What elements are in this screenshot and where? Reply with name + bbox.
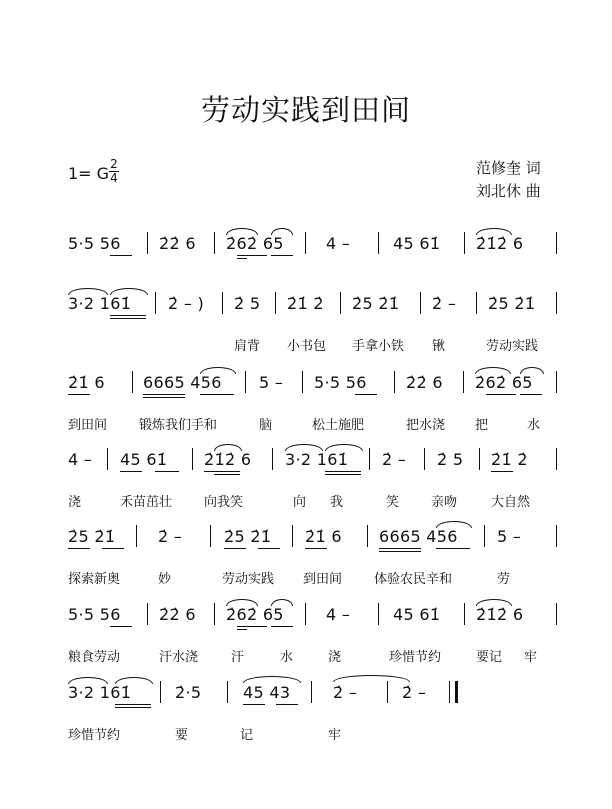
barline: [305, 232, 306, 254]
barline: [463, 371, 464, 393]
beam-underline: [436, 548, 470, 549]
barline: [556, 232, 557, 254]
measure: 2̇1̇ 6: [305, 527, 342, 546]
slur: [68, 288, 108, 295]
measure: 2̇1̇ 2̇: [491, 450, 528, 469]
barline: [556, 448, 557, 470]
lyric: 禾苗茁壮: [120, 495, 173, 510]
lyric: 要记: [476, 650, 503, 665]
slur: [68, 677, 108, 684]
lyric: 手拿小铁: [352, 339, 405, 354]
score-row: [0, 683, 612, 773]
measure: 2̇62̇ 65: [475, 373, 533, 392]
measure: 2̇62̇ 65: [226, 605, 284, 624]
measure: 5 –: [259, 373, 284, 392]
barline: [136, 525, 137, 547]
measure: 2̇62̇ 65: [226, 234, 284, 253]
barline: [378, 603, 379, 625]
barline: [214, 603, 215, 625]
lyric: 妙: [158, 572, 172, 587]
lyric: 要: [175, 728, 189, 743]
slur: [214, 444, 242, 451]
beam-underline: [214, 474, 240, 475]
measure: 2̇ –: [382, 450, 407, 469]
beam-underline: [115, 704, 151, 705]
composer-credit: 刘北休 曲: [476, 182, 541, 200]
beam-underline: [486, 394, 516, 395]
measure: 2̇1̇ 2̇: [287, 294, 324, 313]
beam-underline: [143, 397, 185, 398]
beam-underline: [379, 551, 421, 552]
slur: [226, 228, 258, 235]
slur: [271, 599, 293, 606]
measure: 2̇ 5: [437, 450, 464, 469]
measure: 45 61̇: [393, 605, 441, 624]
beam-underline: [224, 548, 246, 549]
barline: [147, 603, 148, 625]
beam-underline: [110, 255, 132, 256]
barline: [305, 603, 306, 625]
measure: 2̇1̇ 6: [68, 373, 105, 392]
lyric: 劳动实践: [222, 572, 275, 587]
measure: 45 61̇: [120, 450, 168, 469]
beam-underline: [325, 471, 361, 472]
lyric: 笑: [386, 495, 400, 510]
barline: [302, 371, 303, 393]
beam-underline: [355, 394, 377, 395]
barline: [556, 525, 557, 547]
lyric: 水: [280, 650, 294, 665]
barline: [484, 525, 485, 547]
beam-underline: [143, 394, 185, 395]
lyric: 汗水浇: [159, 650, 199, 665]
slur: [226, 599, 258, 606]
lyric: 到田间: [68, 418, 108, 433]
barline: [210, 525, 211, 547]
barline: [292, 525, 293, 547]
barline: [420, 292, 421, 314]
measure: 3·2 161̇: [285, 450, 349, 469]
time-denominator: 4: [110, 171, 118, 185]
slur: [436, 521, 472, 528]
barline: [476, 292, 477, 314]
lyric: 汗: [231, 650, 245, 665]
lyric: 探索新奥: [68, 572, 121, 587]
beam-underline: [325, 474, 361, 475]
final-barline: [455, 681, 458, 703]
measure: 4 –: [68, 450, 93, 469]
measure: 2̇2̇ 6: [159, 605, 196, 624]
slur: [476, 599, 512, 606]
barline: [556, 292, 557, 314]
lyric: 肩背: [234, 339, 261, 354]
measure: 45 43: [243, 683, 291, 702]
slur: [325, 444, 363, 451]
beam-underline: [276, 704, 298, 705]
lyric: 水: [527, 418, 541, 433]
time-numerator: 2: [110, 157, 118, 171]
barline: [272, 448, 273, 470]
measure: 2̇·5: [175, 683, 202, 702]
lyric: 亲吻: [431, 495, 458, 510]
lyric: 牢: [524, 650, 538, 665]
tie: [333, 675, 410, 682]
barline: [245, 371, 246, 393]
measure: 2̇5 2̇1̇: [224, 527, 272, 546]
beam-underline: [491, 471, 513, 472]
measure: 2̇ –: [432, 294, 457, 313]
lyric: 劳动实践: [486, 339, 539, 354]
measure: 45 61̇: [393, 234, 441, 253]
barline: [275, 292, 276, 314]
measure: 5·5 56: [314, 373, 367, 392]
barline: [155, 292, 156, 314]
measure: 2̇5 2̇1̇: [352, 294, 400, 313]
measure: 2̇1̇2̇ 6: [476, 605, 524, 624]
time-signature: [109, 158, 119, 185]
beam-underline: [237, 255, 267, 256]
barline: [107, 448, 108, 470]
measure: 2̇ –: [158, 527, 183, 546]
beam-underline: [204, 471, 240, 472]
measure: 2̇1̇2̇ 6: [204, 450, 252, 469]
lyric: 锹: [432, 339, 446, 354]
lyric: 向我笑: [204, 495, 244, 510]
beam-underline: [243, 704, 265, 705]
beam-underline: [110, 315, 146, 316]
slur: [115, 677, 153, 684]
lyric: 我: [330, 495, 344, 510]
barline: [449, 681, 450, 703]
measure: 5·5 56: [68, 605, 121, 624]
slur: [200, 367, 236, 374]
measure: 2̇2̇ 6: [159, 234, 196, 253]
beam-underline: [110, 626, 132, 627]
beam-underline: [237, 629, 247, 630]
lyric: 珍惜节约: [68, 728, 121, 743]
measure: 3·2 161̇: [68, 683, 132, 702]
measure: 6665 456: [379, 527, 458, 546]
beam-underline: [68, 548, 90, 549]
measure: 6665 456: [143, 373, 222, 392]
barline: [340, 292, 341, 314]
measure: 5 –: [497, 527, 522, 546]
beam-underline: [520, 394, 542, 395]
barline: [424, 448, 425, 470]
barline: [387, 681, 388, 703]
barline: [132, 371, 133, 393]
lyric: 锻炼我们手和: [139, 418, 218, 433]
lyric: 记: [240, 728, 254, 743]
measure: 2̇ –: [402, 683, 427, 702]
beam-underline: [155, 471, 179, 472]
slur: [110, 288, 148, 295]
barline: [369, 448, 370, 470]
slur: [476, 228, 512, 235]
lyric: 把: [475, 418, 489, 433]
beam-underline: [102, 548, 124, 549]
barline: [227, 681, 228, 703]
barline: [214, 232, 215, 254]
barline: [367, 525, 368, 547]
beam-underline: [305, 548, 327, 549]
barline: [311, 681, 312, 703]
lyricist-credit: 范修奎 词: [476, 159, 541, 177]
score-row: [0, 527, 612, 617]
beam-underline: [271, 255, 293, 256]
barline: [378, 232, 379, 254]
slur: [271, 228, 293, 235]
measure: 4 –: [326, 605, 351, 624]
beam-underline: [271, 626, 293, 627]
measure: 2̇2̇ 6: [406, 373, 443, 392]
barline: [464, 603, 465, 625]
slur: [243, 676, 301, 683]
lyric: 把水浇: [406, 418, 446, 433]
beam-underline: [68, 394, 90, 395]
barline: [464, 232, 465, 254]
lyric: 大自然: [491, 495, 531, 510]
barline: [222, 292, 223, 314]
lyric: 向: [293, 495, 307, 510]
barline: [556, 371, 557, 393]
lyric: 珍惜节约: [389, 650, 442, 665]
slur: [475, 367, 511, 374]
beam-underline: [379, 548, 421, 549]
measure: 2̇5 2̇1̇: [488, 294, 536, 313]
lyric: 小书包: [287, 339, 327, 354]
beam-underline: [258, 548, 280, 549]
beam-underline: [115, 707, 151, 708]
lyric: 牢: [328, 728, 342, 743]
slur: [520, 367, 544, 374]
beam-underline: [237, 626, 267, 627]
measure: 2̇ – ): [168, 294, 205, 313]
lyric: 松土施肥: [312, 418, 365, 433]
measure: 2̇ 5: [234, 294, 261, 313]
barline: [394, 371, 395, 393]
lyric: 浇: [68, 495, 82, 510]
lyric: 脑: [259, 418, 273, 433]
measure: 3·2 161̇: [68, 294, 132, 313]
key-signature: 1= G: [68, 164, 110, 183]
measure: 2̇1̇2̇ 6: [476, 234, 524, 253]
lyric: 粮食劳动: [68, 650, 121, 665]
beam-underline: [110, 318, 146, 319]
beam-underline: [120, 471, 142, 472]
measure: 5·5 56: [68, 234, 121, 253]
beam-underline: [237, 258, 247, 259]
barline: [160, 681, 161, 703]
barline: [479, 448, 480, 470]
barline: [192, 448, 193, 470]
lyric: 到田间: [303, 572, 343, 587]
slur: [285, 444, 323, 451]
measure: 2̇5 2̇1̇: [68, 527, 116, 546]
beam-underline: [200, 394, 234, 395]
measure: 2̇ –: [333, 683, 358, 702]
song-title: 劳动实践到田间: [200, 93, 411, 127]
measure: 4 –: [326, 234, 351, 253]
lyric: 体验农民辛和: [374, 572, 453, 587]
lyric: 劳: [497, 572, 511, 587]
barline: [147, 232, 148, 254]
barline: [556, 603, 557, 625]
lyric: 浇: [328, 650, 342, 665]
